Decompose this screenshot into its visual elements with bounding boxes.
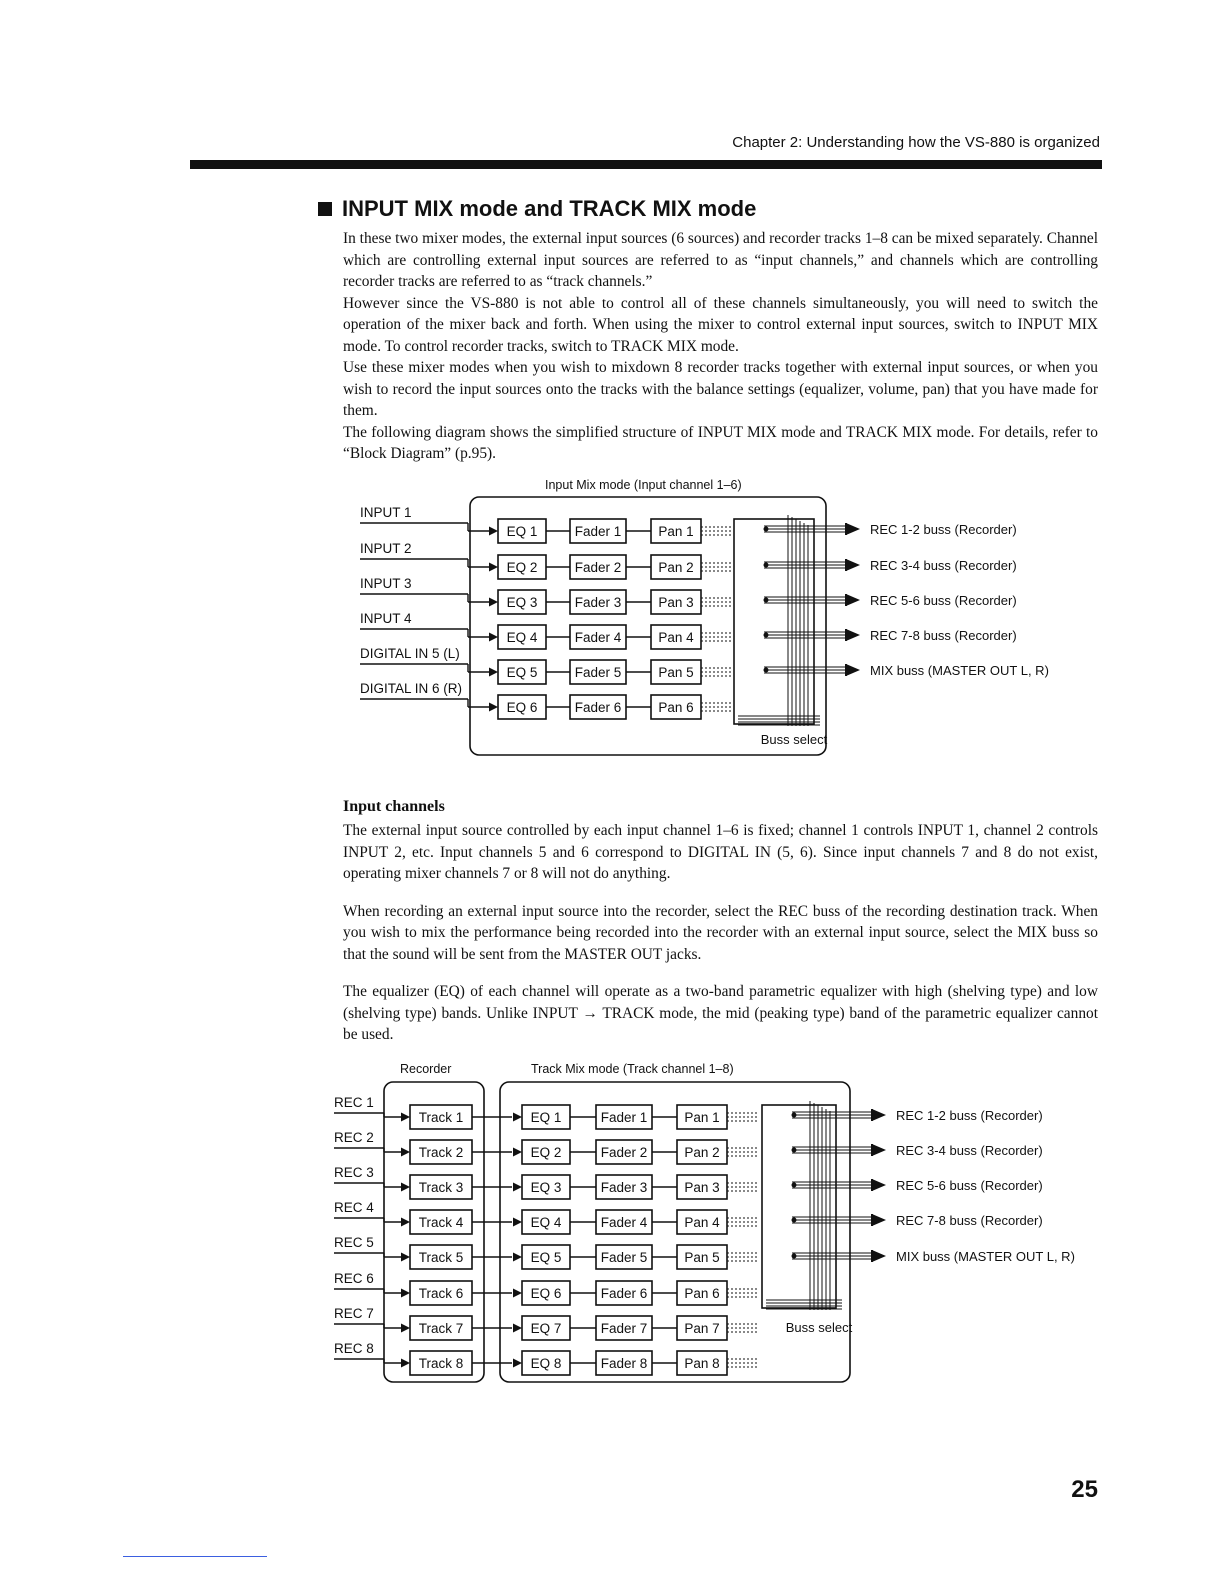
fader-box-label: Fader 3 xyxy=(600,1180,648,1195)
buss-node xyxy=(792,1183,797,1188)
eq-box-label: EQ 8 xyxy=(530,1356,562,1371)
signal-arrow xyxy=(513,1253,522,1262)
input-label: INPUT 3 xyxy=(360,576,412,591)
buss-node xyxy=(792,1254,797,1259)
buss-arrow xyxy=(872,1179,886,1191)
signal-arrow xyxy=(513,1324,522,1333)
eq-box-label: EQ 1 xyxy=(506,524,538,539)
diagram2-caption: Track Mix mode (Track channel 1–8) xyxy=(531,1062,734,1076)
eq-box-label: EQ 7 xyxy=(530,1321,562,1336)
buss-node xyxy=(792,1148,797,1153)
signal-arrow xyxy=(489,598,498,607)
pan-box-label: Pan 1 xyxy=(658,524,694,539)
signal-arrow xyxy=(513,1183,522,1192)
signal-arrow xyxy=(489,563,498,572)
signal-arrow xyxy=(513,1218,522,1227)
eq-box-label: EQ 4 xyxy=(506,630,538,645)
body-paragraph: When recording an external input source into the recorder, select the REC buss of the recording destination track. When you wish to mix the performance being recorded into the recorder with an external input source, select the MIX buss so that the sound will be sent from the MASTER OUT jacks. xyxy=(343,902,1098,963)
buss-label: REC 5-6 buss (Recorder) xyxy=(896,1178,1043,1193)
buss-arrow xyxy=(846,629,860,641)
input-label: DIGITAL IN 6 (R) xyxy=(360,681,463,696)
eq-box-label: EQ 3 xyxy=(530,1180,562,1195)
diagram1-caption: Input Mix mode (Input channel 1–6) xyxy=(545,478,742,492)
pan-box-label: Pan 4 xyxy=(684,1215,720,1230)
buss-arrow xyxy=(872,1250,886,1262)
pan-box-label: Pan 8 xyxy=(684,1356,720,1371)
buss-label: REC 1-2 buss (Recorder) xyxy=(896,1108,1043,1123)
rec-input-label: REC 8 xyxy=(334,1341,374,1356)
rec-input-label: REC 1 xyxy=(334,1095,374,1110)
track-box-label: Track 6 xyxy=(418,1286,464,1301)
buss-select-block xyxy=(762,1105,836,1308)
track-box-label: Track 4 xyxy=(418,1215,464,1230)
fader-box-label: Fader 1 xyxy=(574,524,622,539)
signal-arrow xyxy=(401,1148,410,1157)
pan-box-label: Pan 5 xyxy=(684,1250,720,1265)
buss-node xyxy=(764,527,769,532)
fader-box-label: Fader 2 xyxy=(600,1145,648,1160)
track-mix-diagram xyxy=(334,1082,1075,1382)
buss-label: REC 7-8 buss (Recorder) xyxy=(896,1213,1043,1228)
buss-arrow xyxy=(846,594,860,606)
intro-paragraph: However since the VS-880 is not able to control all of these channels simultaneously, you will need to switch the operation of the mixer back and forth. When using the mixer to control external input sources, switch to INPUT MIX mode. To control recorder tracks, switch to TRACK MIX mode. xyxy=(343,294,1098,355)
rec-input-label: REC 7 xyxy=(334,1306,374,1321)
buss-arrow xyxy=(846,664,860,676)
fader-box-label: Fader 4 xyxy=(600,1215,648,1230)
rec-input-label: REC 5 xyxy=(334,1235,374,1250)
signal-arrow xyxy=(513,1359,522,1368)
rec-input-label: REC 3 xyxy=(334,1165,374,1180)
buss-node xyxy=(764,633,769,638)
signal-arrow xyxy=(401,1324,410,1333)
input-channels-text xyxy=(343,820,1098,1046)
buss-node xyxy=(764,598,769,603)
buss-label: REC 3-4 buss (Recorder) xyxy=(870,558,1017,573)
pan-box-label: Pan 5 xyxy=(658,665,694,680)
buss-arrow xyxy=(846,559,860,571)
track-box-label: Track 5 xyxy=(418,1250,464,1265)
buss-label: REC 7-8 buss (Recorder) xyxy=(870,628,1017,643)
buss-select-label: Buss select xyxy=(760,732,828,747)
pan-box-label: Pan 6 xyxy=(684,1286,720,1301)
pan-box-label: Pan 1 xyxy=(684,1110,720,1125)
intro-paragraph: Use these mixer modes when you wish to mixdown 8 recorder tracks together with external input sources, or when you wish to record the input sources onto the tracks with the balance settings (equalizer, volume, pan) that you have made for them. xyxy=(343,359,1098,419)
signal-arrow xyxy=(513,1113,522,1122)
track-box-label: Track 7 xyxy=(418,1321,464,1336)
signal-arrow xyxy=(401,1289,410,1298)
buss-label: MIX buss (MASTER OUT L, R) xyxy=(896,1249,1075,1264)
buss-select-label: Buss select xyxy=(785,1320,853,1335)
track-box-label: Track 2 xyxy=(418,1145,464,1160)
pan-box-label: Pan 2 xyxy=(684,1145,720,1160)
input-label: INPUT 1 xyxy=(360,505,412,520)
section-title-text: INPUT MIX mode and TRACK MIX mode xyxy=(342,196,757,221)
fader-box-label: Fader 6 xyxy=(574,700,622,715)
fader-box-label: Fader 3 xyxy=(574,595,622,610)
eq-box-label: EQ 4 xyxy=(530,1215,562,1230)
eq-box-label: EQ 6 xyxy=(530,1286,562,1301)
fader-box-label: Fader 5 xyxy=(574,665,622,680)
fader-box-label: Fader 2 xyxy=(574,560,622,575)
fader-box-label: Fader 6 xyxy=(600,1286,648,1301)
rec-input-label: REC 4 xyxy=(334,1200,374,1215)
signal-arrow xyxy=(401,1359,410,1368)
recorder-caption: Recorder xyxy=(400,1062,452,1076)
buss-arrow xyxy=(846,523,860,535)
input-mix-diagram xyxy=(360,497,1049,755)
signal-arrow xyxy=(513,1148,522,1157)
track-box-label: Track 1 xyxy=(418,1110,464,1125)
body-paragraph: The equalizer (EQ) of each channel will operate as a two-band parametric equalizer with high (shelving type) and low (shelving type) bands. Unlike INPUT → TRACK mode, the mid (peaking type) band of the parametric equalizer cannot be used. xyxy=(343,983,1098,1043)
fader-box-label: Fader 8 xyxy=(600,1356,648,1371)
buss-label: REC 1-2 buss (Recorder) xyxy=(870,522,1017,537)
signal-arrow xyxy=(489,527,498,536)
eq-box-label: EQ 5 xyxy=(530,1250,562,1265)
input-channels-heading: Input channels xyxy=(343,798,445,815)
fader-box-label: Fader 4 xyxy=(574,630,622,645)
signal-arrow xyxy=(401,1218,410,1227)
buss-arrow xyxy=(872,1109,886,1121)
intro-paragraph: The following diagram shows the simplified structure of INPUT MIX mode and TRACK MIX mode. For details, refer to “Block Diagram” (p.95). xyxy=(343,423,1098,462)
signal-arrow xyxy=(489,668,498,677)
input-label: INPUT 4 xyxy=(360,611,412,626)
intro-paragraph: In these two mixer modes, the external input sources (6 sources) and recorder tracks 1–8 can be mixed separately. Channel which are controlling external input sources are referred to as “input channels,” and channels which are controlling recorder tracks are referred to as “track channels.” xyxy=(343,230,1099,290)
rec-input-label: REC 6 xyxy=(334,1271,374,1286)
buss-node xyxy=(764,668,769,673)
signal-arrow xyxy=(401,1183,410,1192)
signal-arrow xyxy=(489,703,498,712)
fader-box-label: Fader 1 xyxy=(600,1110,648,1125)
buss-node xyxy=(792,1218,797,1223)
fader-box-label: Fader 7 xyxy=(600,1321,648,1336)
pan-box-label: Pan 7 xyxy=(684,1321,720,1336)
buss-node xyxy=(792,1113,797,1118)
rec-input-label: REC 2 xyxy=(334,1130,374,1145)
signal-arrow xyxy=(513,1289,522,1298)
signal-arrow xyxy=(401,1113,410,1122)
buss-arrow xyxy=(872,1144,886,1156)
signal-arrow xyxy=(401,1253,410,1262)
body-paragraph: The external input source controlled by each input channel 1–6 is fixed; channel 1 controls INPUT 1, channel 2 controls INPUT 2, etc. Input channels 5 and 6 correspond to DIGITAL IN (5, 6). Since input channels 7 and 8 do not exist, operating mixer channels 7 or 8 will not do anything. xyxy=(343,822,1098,882)
chapter-header: Chapter 2: Understanding how the VS-880 is organized xyxy=(732,134,1100,151)
footer-line xyxy=(123,1556,267,1557)
buss-node xyxy=(764,563,769,568)
eq-box-label: EQ 1 xyxy=(530,1110,562,1125)
eq-box-label: EQ 5 xyxy=(506,665,538,680)
signal-arrow xyxy=(489,633,498,642)
eq-box-label: EQ 3 xyxy=(506,595,538,610)
buss-select-block xyxy=(734,519,814,724)
track-box-label: Track 3 xyxy=(418,1180,464,1195)
pan-box-label: Pan 3 xyxy=(658,595,694,610)
buss-label: REC 3-4 buss (Recorder) xyxy=(896,1143,1043,1158)
page-number: 25 xyxy=(1071,1476,1098,1503)
input-label: DIGITAL IN 5 (L) xyxy=(360,646,460,661)
buss-label: MIX buss (MASTER OUT L, R) xyxy=(870,663,1049,678)
pan-box-label: Pan 6 xyxy=(658,700,694,715)
pan-box-label: Pan 4 xyxy=(658,630,694,645)
eq-box-label: EQ 2 xyxy=(506,560,538,575)
track-box-label: Track 8 xyxy=(418,1356,464,1371)
input-label: INPUT 2 xyxy=(360,541,412,556)
pan-box-label: Pan 3 xyxy=(684,1180,720,1195)
pan-box-label: Pan 2 xyxy=(658,560,694,575)
buss-arrow xyxy=(872,1214,886,1226)
fader-box-label: Fader 5 xyxy=(600,1250,648,1265)
buss-label: REC 5-6 buss (Recorder) xyxy=(870,593,1017,608)
eq-box-label: EQ 2 xyxy=(530,1145,562,1160)
eq-box-label: EQ 6 xyxy=(506,700,538,715)
